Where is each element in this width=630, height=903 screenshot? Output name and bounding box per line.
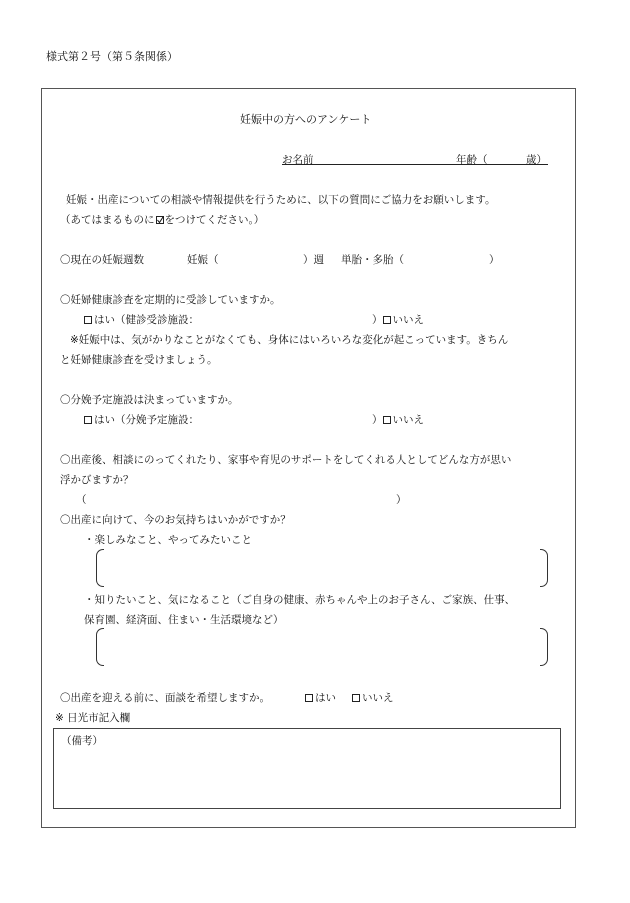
- q6-yes-option[interactable]: [305, 690, 336, 705]
- intro-line1: 妊娠・出産についての相談や情報提供を行うために、以下の質問にご協力をお願いします。: [66, 194, 496, 206]
- checkmark-box-icon: [156, 216, 164, 224]
- q3-no-label: いいえ: [392, 414, 424, 426]
- q5-sub2-answer-field[interactable]: [105, 628, 538, 664]
- q4-answer-field[interactable]: [90, 490, 390, 506]
- age-suffix: 歳）: [526, 154, 547, 166]
- q5-sub1-bracket-right: [540, 549, 548, 587]
- name-label: お名前: [282, 154, 314, 166]
- q1-pregnancy: 妊娠（: [187, 254, 219, 266]
- q5-sub2-bracket-right: [540, 628, 548, 666]
- q2-yes-label: はい（健診受診施設：: [94, 314, 199, 326]
- q5-sub2-line1: ・知りたいこと、気になること（ご自身の健康、赤ちゃんや上のお子さん、ご家族、仕事、: [84, 594, 516, 606]
- q2-yes-checkbox[interactable]: [84, 316, 92, 324]
- q3-label: 〇分娩予定施設は決まっていますか。: [60, 394, 239, 406]
- q6-no-checkbox[interactable]: [352, 694, 360, 702]
- q2-yes-option[interactable]: [84, 312, 199, 327]
- q3-no-paren: ）: [372, 414, 383, 426]
- q6-no-label: いいえ: [362, 692, 394, 704]
- form-title: 妊娠中の方へのアンケート: [240, 113, 372, 126]
- q4-label-line1: 〇出産後、相談にのってくれたり、家事や育児のサポートをしてくれる人としてどんな方が思い: [60, 454, 512, 466]
- q1-label: 〇現在の妊娠週数: [60, 254, 144, 266]
- q3-no-checkbox[interactable]: [383, 416, 391, 424]
- q4-label-line2: 浮かびますか？: [60, 474, 134, 486]
- name-age-field[interactable]: [282, 164, 548, 165]
- q3-yes-label: はい（分娩予定施設：: [94, 414, 199, 426]
- intro-line2: [60, 212, 264, 227]
- q2-note-line2: と妊婦健康診査を受けましょう。: [60, 354, 218, 366]
- q5-label: 〇出産に向けて、今のお気持ちはいかがですか？: [60, 514, 291, 526]
- form-id: 様式第２号（第５条関係）: [46, 50, 178, 63]
- memo-box[interactable]: [53, 728, 561, 809]
- q1-weeks: ）週: [303, 254, 324, 266]
- q4-open-paren: （: [76, 494, 87, 506]
- intro-line2-b: をつけてください。）: [164, 214, 265, 226]
- age-label: 年齢（: [456, 154, 488, 166]
- q2-note-line1: ※妊娠中は、気がかりなことがなくても、身体にはいろいろな変化が起こっています。きちん: [70, 334, 509, 346]
- q2-no-checkbox[interactable]: [383, 316, 391, 324]
- q1-single-multi: 単胎・多胎（: [341, 254, 404, 266]
- q2-label: 〇妊婦健康診査を定期的に受診していますか。: [60, 294, 281, 306]
- q3-yes-checkbox[interactable]: [84, 416, 92, 424]
- q2-no-paren: ）: [372, 314, 383, 326]
- q5-sub1-bracket-left: [96, 549, 104, 587]
- q6-yes-checkbox[interactable]: [305, 694, 313, 702]
- check-icon: [156, 216, 164, 224]
- q3-no-option[interactable]: [372, 412, 424, 427]
- q5-sub1: ・楽しみなこと、やってみたいこと: [84, 534, 252, 546]
- q2-no-option[interactable]: [372, 312, 424, 327]
- q5-sub1-answer-field[interactable]: [105, 549, 538, 585]
- q6-yes-label: はい: [315, 692, 336, 704]
- q5-sub2-bracket-left: [96, 628, 104, 666]
- q1-close: ）: [489, 254, 500, 266]
- intro-line2-a: （あてはまるものに: [60, 214, 155, 226]
- q6-no-option[interactable]: [352, 690, 394, 705]
- q4-close-paren: ）: [396, 494, 407, 506]
- office-use-label: ※ 日光市記入欄: [55, 712, 131, 724]
- memo-label: （備考）: [61, 735, 103, 747]
- q2-no-label: いいえ: [392, 314, 424, 326]
- q6-label: 〇出産を迎える前に、面談を希望しますか。: [60, 692, 270, 704]
- q5-sub2-line2: 保育園、経済面、住まい・生活環境など）: [84, 614, 284, 626]
- q3-yes-option[interactable]: [84, 412, 199, 427]
